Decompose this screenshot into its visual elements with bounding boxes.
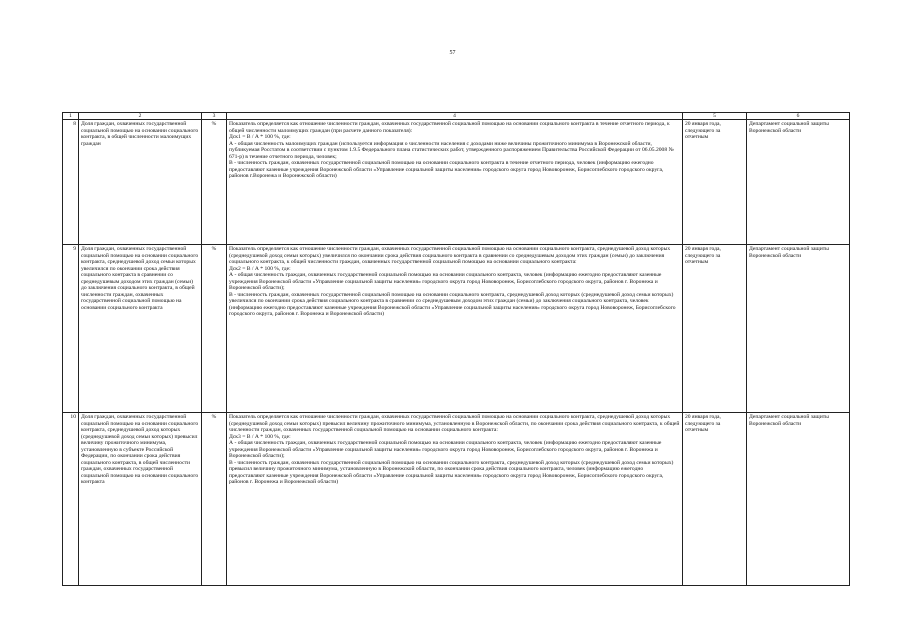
table-row	[63, 120, 850, 245]
method-paragraph: А - общая численность граждан, охваченных государственной социальной помощью на основании социального контракта, человек (информацию ежегодно предоставляют казенные учреждения Воронежской области «Управление социальной защиты населения» городского округа город Нововоронеж, Борисоглебского городского округа, районов г. Воронежа и Воронежской области);	[229, 440, 662, 459]
indicator-name: Доля граждан, охваченных государственной социальной помощью на основании социального контракта, среднедушевой доход которых (среднедушевой доход семьи которых) превысил величину прожиточного минимума, установленную в субъекте Российской Федерации, по окончании срока действия социального контракта, в общей численности граждан, охваченных государственной социальной помощью на основании социального контракта	[79, 413, 202, 586]
deadline: 20 января года, следующего за отчетным	[683, 120, 747, 245]
responsible-body: Департамент социальной защиты Воронежской области	[747, 413, 850, 586]
page-number: 57	[449, 50, 456, 56]
indicators-table	[62, 112, 850, 586]
indicator-name: Доля граждан, охваченных государственной социальной помощью на основании социального контракта, среднедушевой доход семьи которых увеличился по окончании срока действия социального контракта в сравнении со среднедушевым доходом этих граждан (семьи) до заключения социального контракта, в общей численности граждан, охваченных государственной социальной помощью на основании социального контракта	[79, 245, 202, 413]
calculation-method	[227, 245, 683, 413]
deadline: 20 января года, следующего за отчетным	[683, 245, 747, 413]
row-number: 9	[63, 245, 79, 413]
column-header: 6	[747, 113, 850, 120]
method-paragraph: Показатель определяется как отношение численности граждан, охваченных государственной социальной помощью на основании социального контракта, среднедушевой доход которых (среднедушевой доход семьи которых) превысил величину прожиточного минимума, установленную в Воронежской области, по окончании срока действия социального контракта, к общей численности граждан, охваченных государственной социальной помощью на основании социального контракта:	[229, 414, 680, 433]
column-header: 1	[63, 113, 79, 120]
responsible-body: Департамент социальной защиты Воронежской области	[747, 120, 850, 245]
unit-of-measure: %	[202, 120, 227, 245]
calculation-method	[227, 120, 683, 245]
formula: Дск1 = В / А * 100 %, где:	[229, 134, 291, 140]
responsible-body: Департамент социальной защиты Воронежской области	[747, 245, 850, 413]
formula: Дск2 = В / А * 100 %, где:	[229, 265, 291, 272]
row-number: 8	[63, 120, 79, 245]
method-paragraph: Показатель определяется как отношение численности граждан, охваченных государственной социальной помощью на основании социального контракта в течение отчетного периода, к общей численности малоимущих граждан (при расчете данного показателя):	[229, 121, 670, 134]
indicator-name: Доля граждан, охваченных государственной социальной помощью на основании социального контракта, в общей численности малоимущих граждан	[79, 120, 202, 245]
column-header: 4	[227, 113, 683, 120]
column-header: 2	[79, 113, 202, 120]
method-paragraph: А - общая численность граждан, охваченных государственной социальной помощью на основании социального контракта, человек (информацию ежегодно предоставляют казенные учреждения Воронежской области «Управление социальной защиты населения» городского округа город Нововоронеж, Борисоглебского городского округа, районов г. Воронежа и Воронежской области);	[229, 272, 662, 291]
method-paragraph: В - численность граждан, охваченных государственной социальной помощью на основании социального контракта, среднедушевой доход которых (среднедушевой доход семьи которых) превысил величину прожиточного минимума, установленную в Воронежской области, по окончании срока действия социального контракта, человек (информацию ежегодно предоставляют казенные учреждения Воронежской области «Управление социальной защиты населения» городского округа город Нововоронеж, Борисоглебского городского округа, районов г. Воронежа и Воронежской области)	[229, 459, 674, 485]
method-paragraph: А - общая численность малоимущих граждан (используется информация о численности населения с доходами ниже величины прожиточного минимума в Воронежской области, публикуемая Росстатом в соответствии с пунктом 1.9.5 Федерального плана статистических работ, утвержденного распоряжением Правительства Российской Федерации от 06.05.2008 № 671-р) в течение отчетного периода, человек;	[229, 140, 674, 160]
formula: Дск3 = В / А * 100 %, где:	[229, 433, 291, 440]
table-row	[63, 245, 850, 413]
method-paragraph: В - численность граждан, охваченных государственной социальной помощью на основании социального контракта, среднедушевой доход которых (среднедушевой доход семьи которых) увеличился по окончании срока действия социального контракта в сравнении со среднедушевым доходом этих граждан (семьи) до заключения социального контракта, человек (информацию ежегодно предоставляют казенные учреждения Воронежской области «Управление социальной защиты населения» городского округа город Нововоронеж, Борисоглебского городского округа, районов г. Воронежа и Воронежской области)	[229, 291, 676, 317]
row-number: 10	[63, 413, 79, 586]
method-paragraph: В - численность граждан, охваченных государственной социальной помощью на основании социального контракта в течение отчетного периода, человек (информацию ежегодно предоставляют казенные учреждения Воронежской области «Управление социальной защиты населения» городского округа город Нововоронеж, Борисоглебского городского округа, районов г.Воронежа и Воронежской области)	[229, 160, 664, 179]
column-header: 3	[202, 113, 227, 120]
column-header: 5	[683, 113, 747, 120]
calculation-method	[227, 413, 683, 586]
method-paragraph: Показатель определяется как отношение численности граждан, охваченных государственной социальной помощью на основании социального контракта, среднедушевой доход которых (среднедушевой доход семьи которых) увеличился по окончании срока действия социального контракта в сравнении со среднедушевым доходом этих граждан (семьи) до заключения социального контракта, к общей численности граждан, охваченных государственной социальной помощью на основании социального контракта:	[229, 246, 671, 265]
deadline: 20 января года, следующего за отчетным	[683, 413, 747, 586]
unit-of-measure: %	[202, 245, 227, 413]
unit-of-measure: %	[202, 413, 227, 586]
table-row	[63, 413, 850, 586]
header-row	[63, 113, 850, 120]
